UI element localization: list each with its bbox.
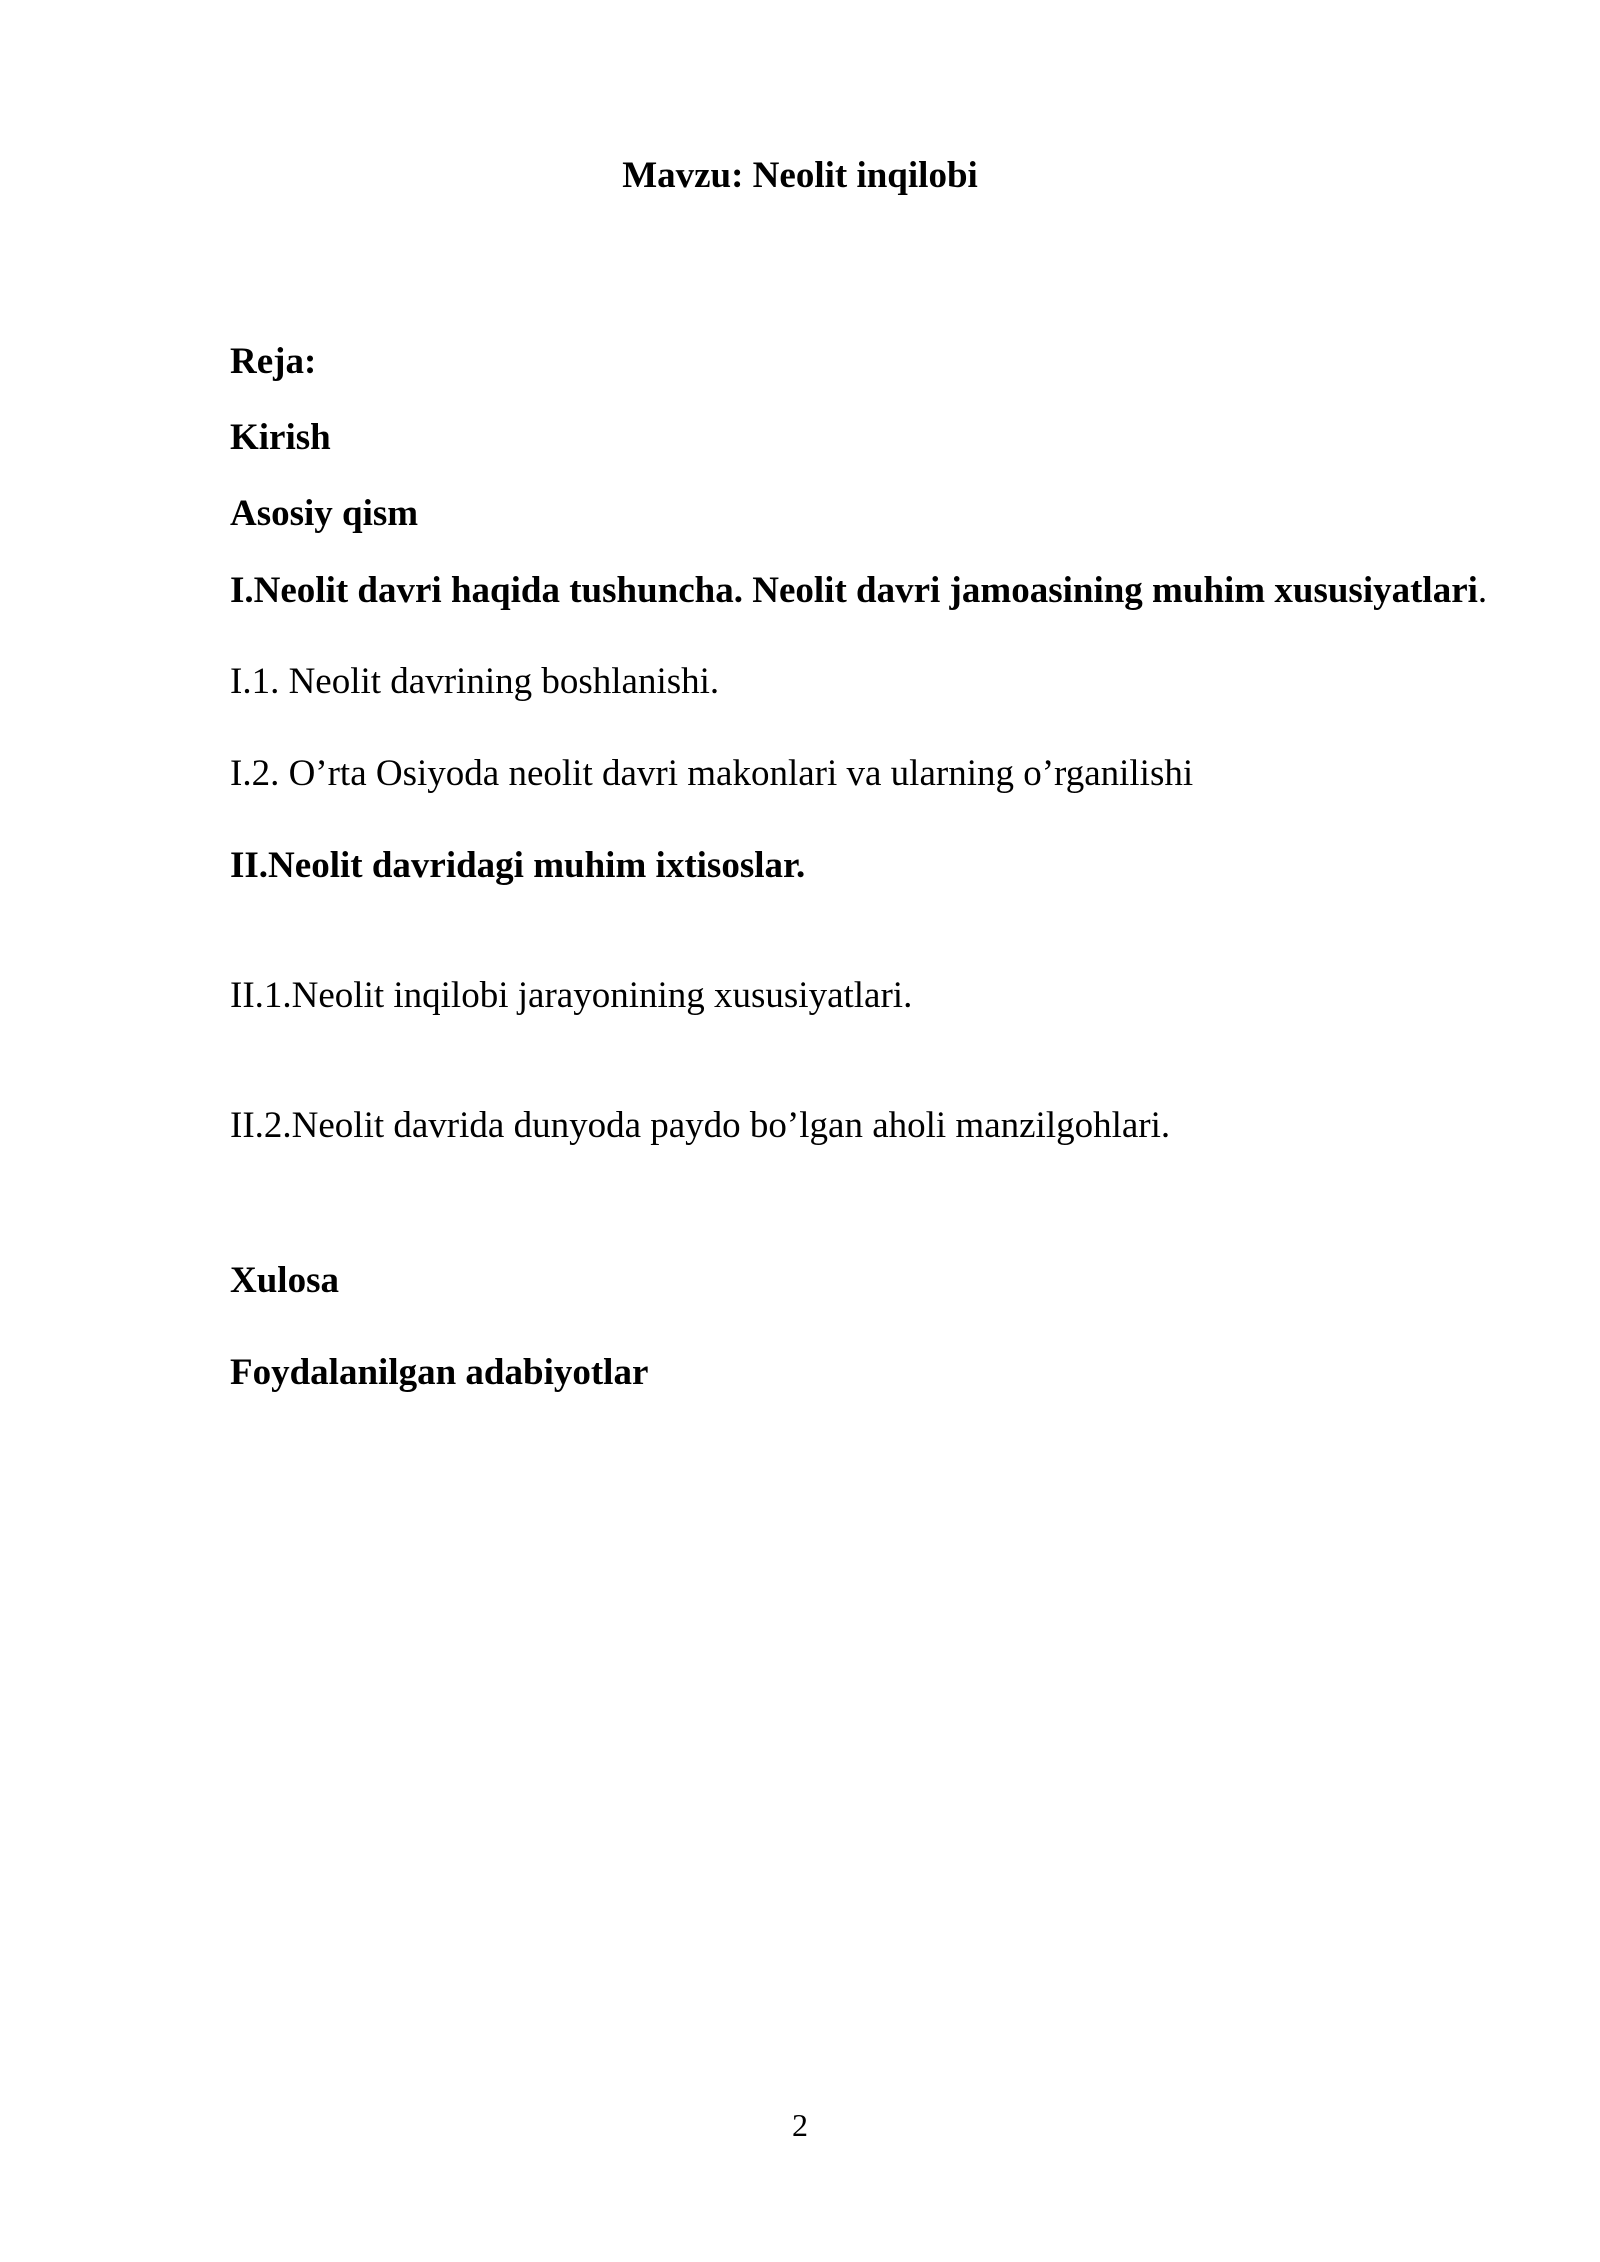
section-1-heading (230, 567, 1560, 615)
page-number: 2 (792, 2107, 808, 2143)
section-1-item-2: I.2. O’rta Osiyoda neolit davri makonlari va ularning o’rganilishi (230, 753, 1194, 794)
section-1-item-1: I.1. Neolit davrining boshlanishi. (230, 661, 720, 702)
plan-item-references: Foydalanilgan adabiyotlar (230, 1352, 649, 1393)
plan-item-conclusion: Xulosa (230, 1260, 339, 1301)
section-1-title: I.Neolit davri haqida tushuncha. Neolit davri jamoasining muhim xususiyatlari (230, 570, 1478, 611)
section-1-title-period: . (1477, 570, 1488, 611)
section-2-item-1: II.1.Neolit inqilobi jarayonining xususiyatlari. (230, 975, 913, 1016)
section-2-item-2: II.2.Neolit davrida dunyoda paydo bo’lgan aholi manzilgohlari. (230, 1105, 1171, 1146)
document-title: Mavzu: Neolit inqilobi (622, 155, 978, 196)
plan-item-intro: Kirish (230, 417, 331, 458)
plan-item-main-part: Asosiy qism (230, 493, 419, 534)
plan-heading: Reja: (230, 341, 317, 382)
section-2-heading: II.Neolit davridagi muhim ixtisoslar. (230, 845, 806, 886)
